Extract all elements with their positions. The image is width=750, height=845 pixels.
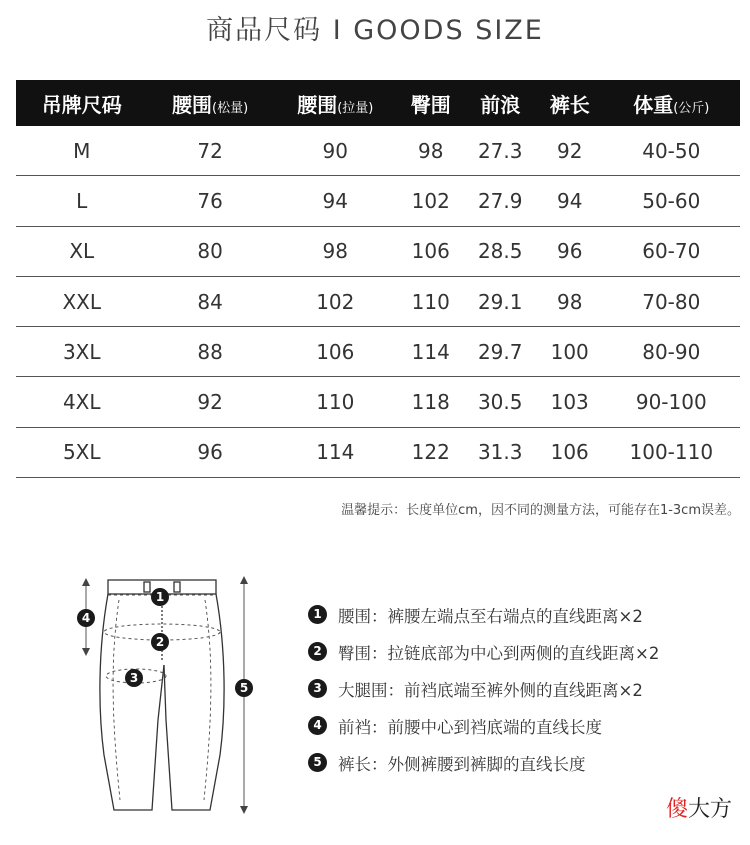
column-header-label: 裤长 bbox=[549, 92, 590, 117]
table-cell: XL bbox=[16, 226, 148, 276]
size-table bbox=[16, 80, 740, 478]
table-cell: 90-100 bbox=[603, 377, 740, 427]
svg-text:2: 2 bbox=[155, 635, 165, 649]
pants-diagram bbox=[68, 570, 268, 820]
pants-outline bbox=[100, 580, 224, 810]
svg-text:1: 1 bbox=[155, 590, 165, 604]
measurement-legend bbox=[308, 596, 659, 781]
table-cell: 80-90 bbox=[603, 327, 740, 377]
table-cell: 4XL bbox=[16, 377, 148, 427]
table-cell: 30.5 bbox=[464, 377, 537, 427]
table-cell: 98 bbox=[398, 126, 464, 176]
table-row bbox=[16, 226, 740, 276]
table-cell: 110 bbox=[273, 377, 398, 427]
table-cell: M bbox=[16, 126, 148, 176]
table-cell: 70-80 bbox=[603, 276, 740, 326]
column-header bbox=[148, 80, 273, 126]
table-cell: 114 bbox=[398, 327, 464, 377]
table-cell: 80 bbox=[148, 226, 273, 276]
column-header-label: 腰围 bbox=[172, 92, 213, 117]
legend-number-icon: 2 bbox=[308, 642, 327, 661]
table-cell: 110 bbox=[398, 276, 464, 326]
column-header bbox=[464, 80, 537, 126]
watermark bbox=[666, 792, 732, 823]
column-header bbox=[537, 80, 603, 126]
table-cell: 118 bbox=[398, 377, 464, 427]
table-body bbox=[16, 126, 740, 478]
table-cell: 27.3 bbox=[464, 126, 537, 176]
column-header-label: 臀围 bbox=[410, 92, 451, 117]
legend-item bbox=[308, 596, 659, 633]
column-header-label: 吊牌尺码 bbox=[41, 92, 122, 117]
table-row bbox=[16, 126, 740, 176]
table-cell: 3XL bbox=[16, 327, 148, 377]
watermark-part2: 大方 bbox=[687, 797, 732, 822]
column-header-unit: (松量) bbox=[212, 100, 249, 116]
table-row bbox=[16, 377, 740, 427]
table-cell: 103 bbox=[537, 377, 603, 427]
marker-4 bbox=[77, 609, 95, 627]
column-header-label: 腰围 bbox=[297, 92, 338, 117]
table-cell: 114 bbox=[273, 427, 398, 477]
table-cell: 88 bbox=[148, 327, 273, 377]
table-cell: 106 bbox=[537, 427, 603, 477]
table-cell: 31.3 bbox=[464, 427, 537, 477]
svg-text:3: 3 bbox=[129, 671, 139, 685]
column-header bbox=[273, 80, 398, 126]
table-cell: 122 bbox=[398, 427, 464, 477]
table-cell: 5XL bbox=[16, 427, 148, 477]
marker-3 bbox=[125, 669, 143, 687]
legend-text: 腰围：裤腰左端点至右端点的直线距离×2 bbox=[338, 606, 643, 626]
legend-item bbox=[308, 633, 659, 670]
table-cell: L bbox=[16, 176, 148, 226]
column-header-label: 前浪 bbox=[480, 92, 521, 117]
column-header bbox=[16, 80, 148, 126]
table-row bbox=[16, 276, 740, 326]
table-cell: 90 bbox=[273, 126, 398, 176]
svg-text:5: 5 bbox=[239, 681, 249, 695]
table-cell: 28.5 bbox=[464, 226, 537, 276]
table-cell: 98 bbox=[273, 226, 398, 276]
table-cell: 106 bbox=[398, 226, 464, 276]
svg-text:4: 4 bbox=[81, 611, 91, 625]
table-cell: 102 bbox=[398, 176, 464, 226]
table-cell: 72 bbox=[148, 126, 273, 176]
table-cell: 100-110 bbox=[603, 427, 740, 477]
table-row bbox=[16, 327, 740, 377]
marker-2 bbox=[151, 633, 169, 651]
table-cell: 76 bbox=[148, 176, 273, 226]
page-title: 商品尺码 I GOODS SIZE bbox=[206, 15, 544, 46]
table-cell: 29.7 bbox=[464, 327, 537, 377]
table-cell: 27.9 bbox=[464, 176, 537, 226]
legend-item bbox=[308, 670, 659, 707]
table-cell: 84 bbox=[148, 276, 273, 326]
table-cell: 96 bbox=[148, 427, 273, 477]
column-header-label: 体重 bbox=[633, 92, 674, 117]
legend-item bbox=[308, 744, 659, 781]
table-cell: 102 bbox=[273, 276, 398, 326]
table-cell: 98 bbox=[537, 276, 603, 326]
table-cell: 106 bbox=[273, 327, 398, 377]
marker-5 bbox=[235, 679, 253, 697]
table-cell: 94 bbox=[273, 176, 398, 226]
table-cell: 40-50 bbox=[603, 126, 740, 176]
legend-number-icon: 4 bbox=[308, 716, 327, 735]
watermark-part1: 傻 bbox=[665, 797, 688, 822]
column-header-unit: (拉量) bbox=[337, 100, 374, 116]
legend-text: 大腿围：前裆底端至裤外侧的直线距离×2 bbox=[338, 680, 643, 700]
table-cell: 60-70 bbox=[603, 226, 740, 276]
table-row bbox=[16, 427, 740, 477]
table-cell: 100 bbox=[537, 327, 603, 377]
table-cell: 92 bbox=[148, 377, 273, 427]
table-cell: XXL bbox=[16, 276, 148, 326]
column-header bbox=[603, 80, 740, 126]
legend-item bbox=[308, 707, 659, 744]
table-cell: 92 bbox=[537, 126, 603, 176]
table-cell: 29.1 bbox=[464, 276, 537, 326]
table-row bbox=[16, 176, 740, 226]
legend-text: 前裆：前腰中心到裆底端的直线长度 bbox=[338, 717, 602, 737]
table-header-row bbox=[16, 80, 740, 126]
table-cell: 94 bbox=[537, 176, 603, 226]
legend-number-icon: 5 bbox=[308, 753, 327, 772]
measurement-note: 温馨提示：长度单位cm，因不同的测量方法，可能存在1-3cm误差。 bbox=[341, 503, 740, 518]
legend-text: 臀围：拉链底部为中心到两侧的直线距离×2 bbox=[338, 643, 660, 663]
table-cell: 96 bbox=[537, 226, 603, 276]
column-header bbox=[398, 80, 464, 126]
marker-1 bbox=[151, 588, 169, 606]
column-header-unit: (公斤) bbox=[673, 100, 710, 116]
table-cell: 50-60 bbox=[603, 176, 740, 226]
legend-number-icon: 3 bbox=[308, 679, 327, 698]
legend-text: 裤长：外侧裤腰到裤脚的直线长度 bbox=[338, 754, 586, 774]
legend-number-icon: 1 bbox=[308, 605, 327, 624]
